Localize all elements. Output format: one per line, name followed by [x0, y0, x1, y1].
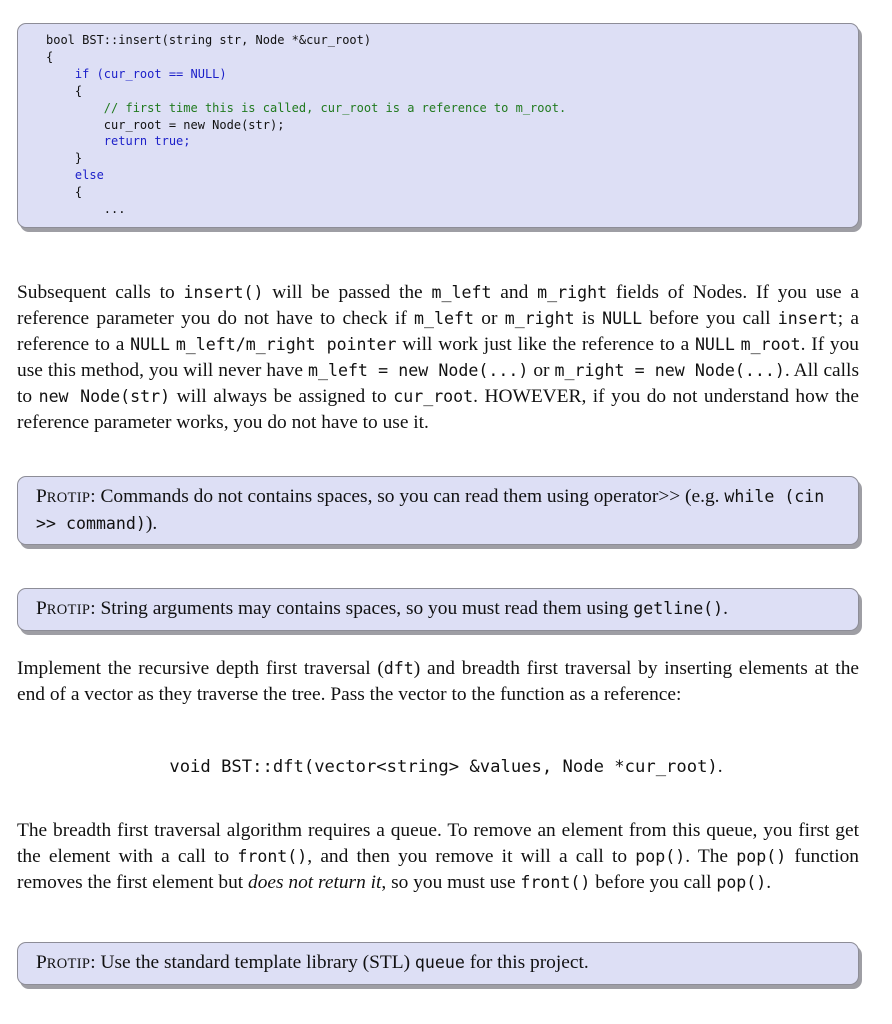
- inline-code: pop(): [736, 847, 787, 866]
- inline-code: m_right: [504, 309, 575, 328]
- inline-code: NULL: [694, 335, 735, 354]
- inline-code: m_left = new Node(...): [307, 361, 529, 380]
- function-signature: void BST::dft(vector<string> &values, Node *cur_root).: [169, 756, 723, 777]
- code-line-8: }: [46, 151, 83, 166]
- code-line-1: bool BST::insert(string str, Node *&cur_root): [46, 33, 372, 47]
- code-line-11: ...: [46, 202, 126, 217]
- inline-code: pop(): [716, 873, 767, 892]
- code-line-3: if (cur_root == NULL): [46, 66, 227, 81]
- protip-label: PROTIP:: [36, 486, 96, 507]
- protip-label: PROTIP:: [36, 598, 96, 619]
- code-line-2: {: [46, 49, 54, 64]
- inline-code: insert: [777, 309, 838, 328]
- code-line-4: {: [46, 83, 83, 98]
- protip-box-string-arguments: PROTIP: String arguments may contains spaces, so you must read them using getline().: [17, 588, 859, 631]
- inline-code: cur_root: [393, 387, 474, 406]
- inline-code: while (cin >> command): [36, 487, 825, 533]
- code-line-9: else: [46, 168, 104, 183]
- inline-code: m_left/m_right pointer: [175, 335, 397, 354]
- inline-code: m_right: [537, 283, 608, 302]
- inline-code: front(): [520, 873, 591, 892]
- inline-code: insert(): [183, 283, 264, 302]
- inline-code: NULL: [130, 335, 171, 354]
- inline-code: m_root: [740, 335, 801, 354]
- code-line-6: cur_root = new Node(str);: [46, 117, 285, 132]
- inline-code: m_left: [431, 283, 492, 302]
- inline-code: queue: [414, 953, 465, 972]
- inline-code: m_right = new Node(...): [554, 361, 785, 380]
- protip-box-commands: PROTIP: Commands do not contains spaces, so you can read them using operator>> (e.g. while (cin >> command)).: [17, 476, 859, 545]
- code-listing-box: [17, 23, 859, 228]
- protip-label: PROTIP:: [36, 952, 96, 973]
- paragraph-traversal: Implement the recursive depth first traversal (dft) and breadth first traversal by inserting elements at the end of a vector as they traverse the tree. Pass the vector to the function as a reference:: [17, 658, 859, 705]
- protip-box-stl-queue: PROTIP: Use the standard template library (STL) queue for this project.: [17, 942, 859, 985]
- code-line-5-comment: // first time this is called, cur_root is a reference to m_root.: [46, 100, 567, 115]
- paragraph-reference-parameter: Subsequent calls to insert() will be passed the m_left and m_right fields of Nodes. If you use a reference parameter you do not have to check if m_left or m_right is NULL before you call insert; a reference to a NULL m_left/m_right pointer will work just like the reference to a NULL m_root. If you use this method, you will never have m_left = new Node(...) or m_right = new Node(...). All calls to new Node(str) will always be assigned to cur_root. HOWEVER, if you do not understand how the reference parameter works, you do not have to use it.: [17, 282, 859, 433]
- inline-code: m_left: [414, 309, 474, 328]
- paragraph-breadth-first: The breadth first traversal algorithm requires a queue. To remove an element from this queue, you first get the element with a call to front(), and then you remove it will a call to pop(). The pop() function removes the first element but does not return it, so you must use front() before you call pop().: [17, 820, 859, 893]
- inline-code: dft: [383, 659, 414, 678]
- code-line-10: {: [46, 185, 83, 200]
- inline-code: getline(): [633, 599, 724, 618]
- inline-code: pop(): [635, 847, 686, 866]
- inline-code: NULL: [602, 309, 643, 328]
- emphasis: does not return it: [248, 872, 382, 893]
- code-line-7: return true;: [46, 134, 191, 149]
- inline-code: front(): [237, 847, 308, 866]
- code-listing: [46, 32, 858, 218]
- inline-code: new Node(str): [38, 387, 171, 406]
